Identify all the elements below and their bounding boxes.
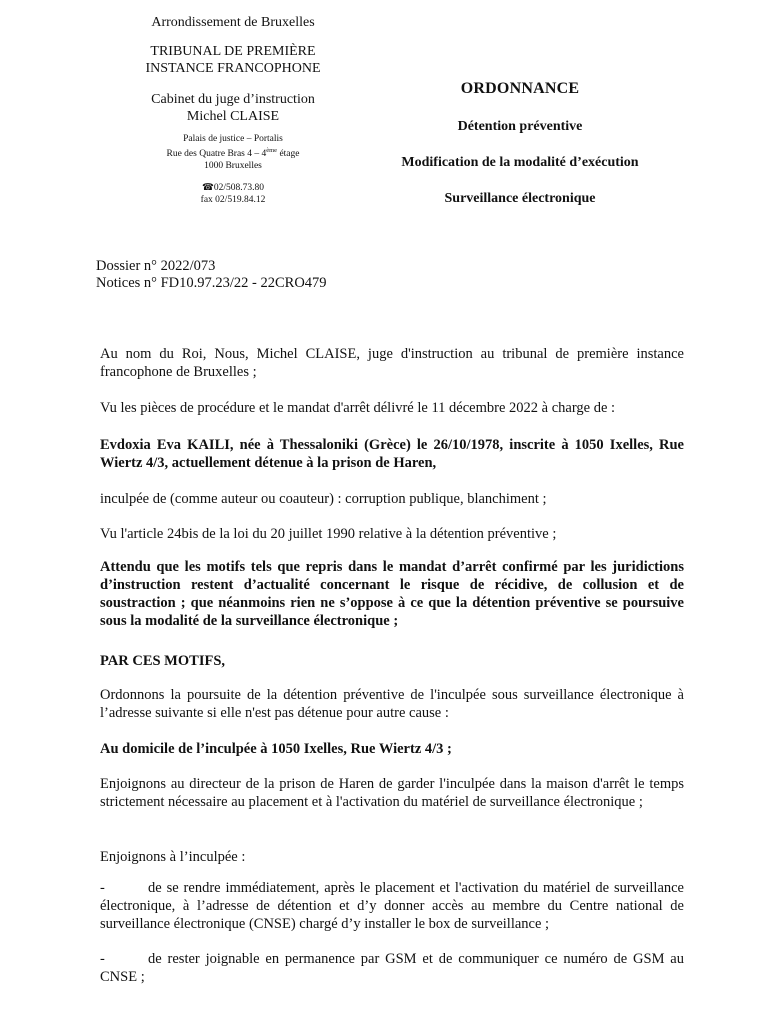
dossier-reference bbox=[96, 258, 327, 292]
subject-line-2: Modification de la modalité d’exécution bbox=[401, 155, 639, 170]
paragraph-defendant: Evdoxia Eva KAILI, née à Thessaloniki (Grèce) le 26/10/1978, inscrite à 1050 Ixelles, Rue Wiertz 4/3, actuellement détenue à la prison de Haren, bbox=[100, 437, 684, 471]
obligation-item-1 bbox=[100, 879, 684, 933]
paragraph-order: Ordonnons la poursuite de la détention préventive de l'inculpée sous surveillance électronique à l’adresse suivante si elle n'est pas détenue pour autre cause : bbox=[100, 687, 684, 721]
order-header bbox=[370, 80, 670, 227]
paragraph-preamble: Au nom du Roi, Nous, Michel CLAISE, juge d'instruction au tribunal de première instance francophone de Bruxelles ; bbox=[100, 346, 684, 380]
paragraph-grounds: Attendu que les motifs tels que repris dans le mandat d’arrêt confirmé par les juridictions d’instruction restent d’actualité concernant le risque de récidive, de collusion et de soustraction ; que néanmoins rien ne s’oppose à ce que la détention préventive se poursuive sous la modalité de la surveillance électronique ; bbox=[100, 559, 684, 629]
arrondissement: Arrondissement de Bruxelles bbox=[151, 15, 315, 30]
address-line-2: Rue des Quatre Bras 4 – 4ème étage bbox=[166, 147, 300, 159]
dash-marker: - bbox=[100, 951, 105, 967]
paragraph-warrant: Vu les pièces de procédure et le mandat d'arrêt délivré le 11 décembre 2022 à charge de : bbox=[100, 400, 616, 416]
tribunal-line-2: INSTANCE FRANCOPHONE bbox=[145, 61, 321, 76]
dossier-number: Dossier n° 2022/073 bbox=[96, 258, 216, 274]
tribunal-line-1: TRIBUNAL DE PREMIÈRE bbox=[150, 44, 316, 59]
fax-number: fax 02/519.84.12 bbox=[200, 195, 266, 205]
obligation-text-2: de rester joignable en permanence par GSM et de communiquer ce numéro de GSM au CNSE ; bbox=[100, 951, 684, 985]
paragraph-obligations-intro: Enjoignons à l’inculpée : bbox=[100, 849, 246, 865]
address-line-1: Palais de justice – Portalis bbox=[183, 134, 283, 144]
obligation-item-2 bbox=[100, 950, 684, 986]
paragraph-prison-instruction: Enjoignons au directeur de la prison de Haren de garder l'inculpée dans la maison d'arrêt le temps strictement nécessaire au placement et à l'activation du matériel de surveillance électronique ; bbox=[100, 776, 684, 810]
phone-number: ☎02/508.73.80 bbox=[202, 183, 264, 193]
document-title: ORDONNANCE bbox=[460, 80, 580, 97]
subject-line-1: Détention préventive bbox=[457, 119, 583, 134]
judge-name: Michel CLAISE bbox=[186, 109, 280, 124]
paragraph-address: Au domicile de l’inculpée à 1050 Ixelles, Rue Wiertz 4/3 ; bbox=[100, 741, 452, 757]
notices-number: Notices n° FD10.97.23/22 - 22CRO479 bbox=[96, 275, 327, 291]
paragraph-heading: PAR CES MOTIFS, bbox=[100, 653, 226, 669]
paragraph-legal-basis: Vu l'article 24bis de la loi du 20 juillet 1990 relative à la détention préventive ; bbox=[100, 526, 557, 542]
cabinet-label: Cabinet du juge d’instruction bbox=[151, 92, 315, 107]
court-header bbox=[88, 14, 378, 206]
address-line-3: 1000 Bruxelles bbox=[204, 161, 262, 171]
dash-marker: - bbox=[100, 880, 105, 896]
paragraph-charges: inculpée de (comme auteur ou coauteur) : corruption publique, blanchiment ; bbox=[100, 491, 547, 507]
obligation-text-1: de se rendre immédiatement, après le placement et l'activation du matériel de surveillance électronique, à l’adresse de détention et d’y donner accès au membre du Centre national de surveillance électronique (CNSE) chargé d’y installer le box de surveillance ; bbox=[100, 880, 684, 932]
subject-line-3: Surveillance électronique bbox=[444, 191, 596, 206]
